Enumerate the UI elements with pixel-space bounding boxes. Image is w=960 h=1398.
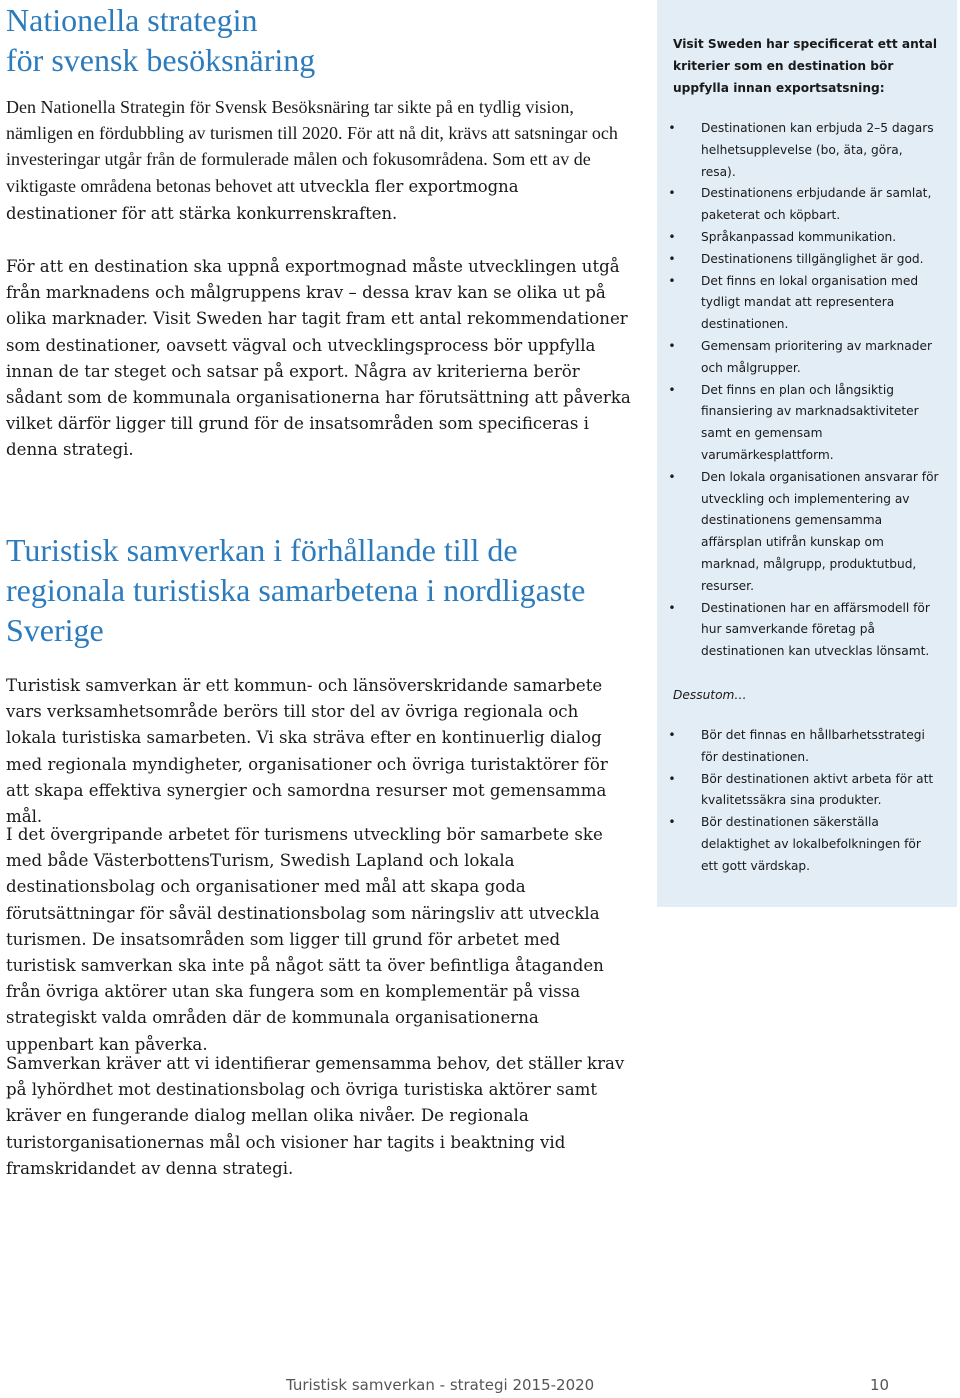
- list-item-text: Destinationens tillgänglighet är god.: [701, 251, 924, 266]
- list-item: [657, 598, 941, 663]
- criteria-list: [657, 118, 957, 663]
- intro-paragraph: [6, 94, 631, 227]
- bullet-icon: •: [668, 728, 676, 742]
- bullet-icon: •: [668, 338, 676, 353]
- bullet-icon: •: [668, 771, 676, 786]
- behov-paragraph: Samverkan kräver att vi identifierar gemensamma behov, det ställer krav på lyhördhet mot destinationsbolag och övriga turistiska aktörer samt kräver en fungerande dialog mellan olika nivåer. De regionala turistorganisationernas mål och visioner har tagits i beaktning vid framskridandet av denna strategi.: [6, 1054, 625, 1178]
- list-item-text: Det finns en lokal organisation med tydligt mandat att representera destinationen.: [701, 273, 919, 332]
- list-item-text: Destinationen har en affärsmodell för hur samverkande företag på destinationen kan utvecklas lönsamt.: [701, 600, 930, 659]
- footer-title: Turistisk samverkan - strategi 2015-2020: [286, 1376, 595, 1394]
- list-item-text: Bör det finnas en hållbarhetsstrategi för destinationen.: [701, 728, 925, 764]
- list-item: [657, 249, 941, 271]
- bullet-icon: •: [668, 815, 676, 830]
- bullet-icon: •: [668, 121, 676, 135]
- list-item: [657, 183, 941, 227]
- list-item-text: Det finns en plan och långsiktig finansiering av marknadsaktiviteter samt en gemensam varumärkesplattform.: [701, 382, 919, 462]
- intro-text-end: utveckla fler exportmogna destinationer för att stärka konkurrenskraften.: [6, 176, 519, 223]
- export-paragraph: För att en destination ska uppnå exportmognad måste utvecklingen utgå från marknadens och målgruppens krav – dessa krav kan se olika ut på olika marknader. Visit Sweden har tagit fram ett antal rekommendationer som destinationer, oavsett vägval och utvecklingsprocess bör uppfylla innan de tar steget och satsar på export. Några av kriterierna berör sådant som de kommunala organisationerna har förutsättning att påverka vilket därför ligger till grund för de insatsområden som specificeras i denna strategi.: [6, 257, 631, 460]
- section-heading: Turistisk samverkan i förhållande till de regionala turistiska samarbetena i nordligaste Sverige: [6, 532, 586, 648]
- list-item: [657, 467, 941, 598]
- list-item: [657, 769, 941, 813]
- list-item: [657, 227, 941, 249]
- list-item: [657, 118, 941, 183]
- intro-text-serif: Den Nationella Strategin för Svensk Besöksnäring tar sikte på en tydlig vision, nämligen en fördubbling av turismen till 2020. För att nå dit, krävs att satsningar och investeringar utgår från de formulerade målen och fokusområdena. Som ett av de viktigaste områdena betonas behovet att: [6, 97, 618, 196]
- criteria-sidebar: [657, 0, 957, 907]
- list-item-text: Den lokala organisationen ansvarar för utveckling och implementering av destinationens gemensamma affärsplan utifrån kunskap om marknad, målgrupp, produktutbud, resurser.: [701, 469, 939, 593]
- bullet-icon: •: [668, 382, 676, 397]
- samverkan-paragraph: Turistisk samverkan är ett kommun- och länsöverskridande samarbete vars verksamhetsområde berörs till stor del av övriga regionala och lokala turistiska samarbeten. Vi ska sträva efter en kontinuerlig dialog med regionala myndigheter, organisationer och övriga turistaktörer för att skapa effektiva synergier och samordna resurser mot gemensamma mål.: [6, 676, 608, 827]
- list-item: [657, 336, 941, 380]
- list-item-text: Destinationens erbjudande är samlat, paketerat och köpbart.: [701, 186, 932, 223]
- bullet-icon: •: [668, 229, 676, 244]
- list-item: [657, 812, 941, 877]
- bullet-icon: •: [668, 251, 676, 266]
- bullet-icon: •: [668, 600, 676, 615]
- list-item-text: Gemensam prioritering av marknader och målgrupper.: [701, 338, 932, 375]
- bullet-icon: •: [668, 186, 676, 201]
- sidebar-intro: Visit Sweden har specificerat ett antal kriterier som en destination bör uppfylla innan exportsatsning:: [673, 37, 938, 95]
- page-title: Nationella strategin för svensk besöksnäring: [6, 2, 316, 78]
- list-item-text: Bör destinationen aktivt arbeta för att kvalitetssäkra sina produkter.: [701, 771, 934, 808]
- bullet-icon: •: [668, 273, 676, 288]
- overgripande-paragraph: I det övergripande arbetet för turismens utveckling bör samarbete ske med både VästerbottensTurism, Swedish Lapland och lokala destinationsbolag och organisationer med mål att skapa goda förutsättningar för såväl destinationsbolag som näringsliv att utveckla turismen. De insatsområden som ligger till grund för arbetet med turistisk samverkan ska inte på något sätt ta över befintliga åtaganden från övriga aktörer utan ska fungera som en komplementär på vissa strategiskt valda områden där de kommunala organisationerna uppenbart kan påverka.: [6, 825, 604, 1054]
- list-item-text: Destinationen kan erbjuda 2–5 dagars helhetsupplevelse (bo, äta, göra, resa).: [701, 121, 934, 179]
- list-item: [657, 725, 941, 769]
- page-number: 10: [870, 1376, 890, 1394]
- extra-list: [657, 725, 957, 878]
- list-item: [657, 271, 941, 336]
- list-item-text: Bör destinationen säkerställa delaktighet av lokalbefolkningen för ett gott värdskap.: [701, 815, 921, 873]
- list-item-text: Språkanpassad kommunikation.: [701, 229, 897, 244]
- page-footer: [0, 1376, 960, 1398]
- list-item: [657, 380, 941, 467]
- sidebar-dessutom: Dessutom…: [673, 688, 747, 702]
- bullet-icon: •: [668, 469, 676, 484]
